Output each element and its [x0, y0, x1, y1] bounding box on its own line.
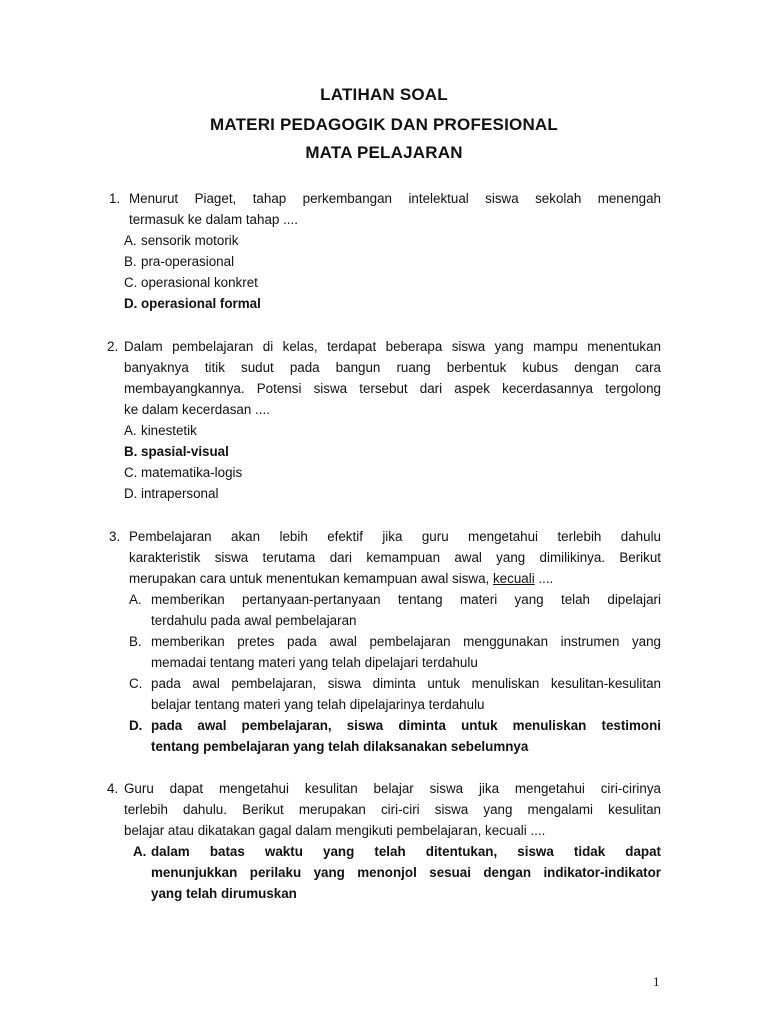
q4-text-line-1: Guru dapat mengetahui kesulitan belajar siswa jika mengetahui ciri-cirinya [124, 781, 661, 796]
q3-option-b-line-2: memadai tentang materi yang telah dipelajari terdahulu [151, 655, 478, 670]
q3-option-c-letter: C. [129, 676, 143, 691]
q2-option-d-text: intrapersonal [141, 486, 219, 501]
q3-text-line-1: Pembelajaran akan lebih efektif jika guru mengetahui terlebih dahulu [129, 529, 661, 544]
q2-option-d-letter: D. [124, 486, 138, 501]
document-title-line-2: MATERI PEDAGOGIK DAN PROFESIONAL [210, 115, 558, 134]
q4-option-a-answer-line-2: menunjukkan perilaku yang menonjol sesuai dengan indikator-indikator [151, 865, 661, 880]
q2-option-c-text: matematika-logis [141, 465, 243, 480]
q3-text-line-3 [129, 571, 553, 587]
q1-option-d-text: operasional formal [141, 296, 261, 311]
q3-option-c-line-2: belajar tentang materi yang telah dipelajarinya terdahulu [151, 697, 485, 712]
q2-text-line-4: ke dalam kecerdasan .... [124, 402, 270, 417]
document-title-line-1: LATIHAN SOAL [320, 85, 448, 104]
q3-option-b-line-1: memberikan pretes pada awal pembelajaran menggunakan instrumen yang [151, 634, 661, 649]
q2-option-b-text: spasial-visual [141, 444, 229, 459]
q4-number: 4. [107, 781, 119, 796]
q3-text-line-2: karakteristik siswa terutama dari kemampuan awal yang dimilikinya. Berikut [129, 550, 661, 565]
q2-option-c-letter: C. [124, 465, 138, 480]
q2-option-d [124, 486, 218, 502]
q2-text-line-2: banyaknya titik sudut pada bangun ruang berbentuk kubus dengan cara [124, 360, 661, 375]
q3-option-d-answer-line-2: tentang pembelajaran yang telah dilaksanakan sebelumnya [151, 739, 529, 754]
q3-option-a-line-1: memberikan pertanyaan-pertanyaan tentang materi yang telah dipelajari [151, 592, 661, 607]
q3-text-line-3-end: .... [534, 571, 554, 586]
q3-option-c-line-1: pada awal pembelajaran, siswa diminta untuk menuliskan kesulitan-kesulitan [151, 676, 661, 691]
q3-option-d-answer-line-1: pada awal pembelajaran, siswa diminta untuk menuliskan testimoni [151, 718, 661, 733]
q3-option-a-line-2: terdahulu pada awal pembelajaran [151, 613, 357, 628]
q1-option-c [124, 275, 258, 291]
q1-option-c-letter: C. [124, 275, 138, 290]
q1-option-d-letter: D. [124, 296, 138, 311]
q2-option-c [124, 465, 242, 481]
q2-text-line-1: Dalam pembelajaran di kelas, terdapat beberapa siswa yang mampu menentukan [124, 339, 661, 354]
q2-text-line-3: membayangkannya. Potensi siswa tersebut dari aspek kecerdasannya tergolong [124, 381, 661, 396]
q1-option-b [124, 254, 234, 270]
q3-kecuali-underlined: kecuali [492, 571, 535, 586]
q4-option-a-answer-line-1: dalam batas waktu yang telah ditentukan, siswa tidak dapat [151, 844, 661, 859]
q2-option-a-text: kinestetik [141, 423, 197, 438]
q1-option-a [124, 233, 238, 249]
page-number: 1 [653, 974, 660, 989]
q2-number: 2. [107, 339, 119, 354]
q1-option-a-letter: A. [124, 233, 137, 248]
q1-text-line-1: Menurut Piaget, tahap perkembangan intelektual siswa sekolah menengah [129, 191, 661, 206]
document-title-line-3: MATA PELAJARAN [305, 143, 463, 162]
q3-option-d-letter: D. [129, 718, 143, 733]
q1-option-b-letter: B. [124, 254, 137, 269]
q1-option-c-text: operasional konkret [141, 275, 258, 290]
q2-option-b-answer [124, 444, 229, 460]
q1-number: 1. [109, 191, 121, 206]
q1-option-b-text: pra-operasional [141, 254, 235, 269]
q3-number: 3. [109, 529, 121, 544]
q1-option-d-answer [124, 296, 261, 312]
q1-text-line-2: termasuk ke dalam tahap .... [129, 212, 298, 227]
q2-option-a-letter: A. [124, 423, 137, 438]
q4-text-line-2: terlebih dahulu. Berikut merupakan ciri-ciri siswa yang mengalami kesulitan [124, 802, 661, 817]
q4-text-line-3: belajar atau dikatakan gagal dalam mengikuti pembelajaran, kecuali .... [124, 823, 546, 838]
q2-option-b-letter: B. [124, 444, 138, 459]
q4-option-a-letter: A. [133, 844, 147, 859]
q2-option-a [124, 423, 197, 439]
q3-option-a-letter: A. [129, 592, 142, 607]
q3-option-b-letter: B. [129, 634, 142, 649]
q4-option-a-answer-line-3: yang telah dirumuskan [151, 886, 297, 901]
q1-option-a-text: sensorik motorik [141, 233, 239, 248]
q3-text-line-3-start: merupakan cara untuk menentukan kemampuan awal siswa, [129, 571, 493, 586]
